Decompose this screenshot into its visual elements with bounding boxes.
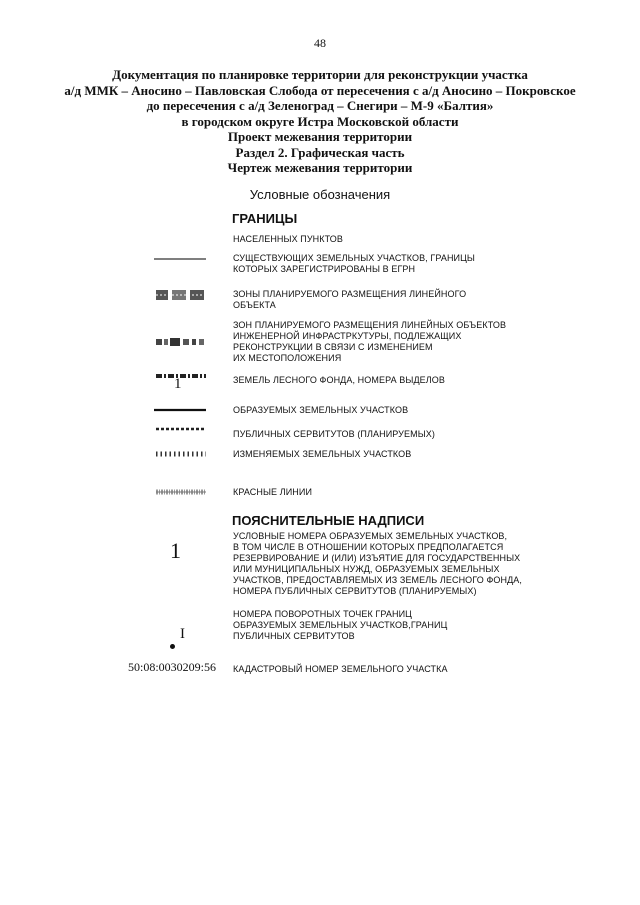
linear-object-zone-symbol [150,290,210,300]
legend-item-infrastructure-zones: ЗОН ПЛАНИРУЕМОГО РАЗМЕЩЕНИЯ ЛИНЕЙНЫХ ОБЪЕКТОВ ИНЖЕНЕРНОЙ ИНФРАСТРКУТУРЫ, ПОДЛЕЖАЩИХ РЕКОНСТРУКЦИИ В СВЯЗИ С ИЗМЕНЕНИЕМ ИХ МЕСТОПОЛОЖЕНИЯ [233,320,507,363]
legend-item-changed-parcels: ИЗМЕНЯЕМЫХ ЗЕМЕЛЬНЫХ УЧАСТКОВ [233,449,412,459]
red-line-symbol [150,488,210,496]
title-line: в городском округе Истра Московской области [181,113,459,129]
forest-plot-number-sample: 1 [174,376,182,392]
parcel-number-sample: 1 [170,538,181,563]
formed-parcel-border-symbol [150,407,210,413]
notes-section-title: ПОЯСНИТЕЛЬНЫЕ НАДПИСИ [232,513,425,528]
cadastral-number-sample: 50:08:0030209:56 [128,660,217,674]
borders-section-title: ГРАНИЦЫ [232,211,298,226]
title-line: а/д ММК – Аносино – Павловская Слобода от пересечения с а/д Аносино – Покровское [64,82,576,98]
title-line: Раздел 2. Графическая часть [235,144,405,160]
legend-heading: Условные обозначения [249,187,391,202]
title-line: Документация по планировке территории для реконструкции участка [112,67,528,82]
infrastructure-zone-symbol [150,338,210,346]
changed-parcel-border-symbol [150,450,210,458]
legend-item-existing-parcels: СУЩЕСТВУЮЩИХ ЗЕМЕЛЬНЫХ УЧАСТКОВ, ГРАНИЦЫ КОТОРЫХ ЗАРЕГИСТРИРОВАНЫ В ЕГРН [233,253,475,274]
title-line: Проект межевания территории [227,129,413,144]
note-parcel-numbers: УСЛОВНЫЕ НОМЕРА ОБРАЗУЕМЫХ ЗЕМЕЛЬНЫХ УЧАСТКОВ, В ТОМ ЧИСЛЕ В ОТНОШЕНИИ КОТОРЫХ ПРЕДПОЛАГАЕТСЯ РЕЗЕРВИРОВАНИЕ И (ИЛИ) ИЗЪЯТИЕ ДЛЯ ГОСУДАРСТВЕННЫХ ИЛИ МУНИЦИПАЛЬНЫХ НУЖД, ОБРАЗУЕМЫХ ЗЕМЕЛЬНЫХ УЧАСТКОВ, ПРЕДОСТАВЛЯЕМЫХ ИЗ ЗЕМЕЛЬ ЛЕСНОГО ФОНДА, НОМЕРА ПУБЛИЧНЫХ СЕРВИТУТОВ (ПЛАНИРУЕМЫХ) [233,531,522,596]
note-turning-points: НОМЕРА ПОВОРОТНЫХ ТОЧЕК ГРАНИЦ ОБРАЗУЕМЫХ ЗЕМЕЛЬНЫХ УЧАСТКОВ,ГРАНИЦ ПУБЛИЧНЫХ СЕРВИТУТОВ [233,609,448,641]
legend-item-public-servitudes: ПУБЛИЧНЫХ СЕРВИТУТОВ (ПЛАНИРУЕМЫХ) [233,429,435,439]
legend-item-settlements: НАСЕЛЕННЫХ ПУНКТОВ [233,234,344,244]
legend-item-formed-parcels: ОБРАЗУЕМЫХ ЗЕМЕЛЬНЫХ УЧАСТКОВ [233,405,409,415]
existing-parcel-border-symbol [150,256,210,262]
legend-item-red-lines: КРАСНЫЕ ЛИНИИ [233,487,313,497]
turning-point-dot-icon [170,644,175,649]
public-servitude-border-symbol [150,426,210,432]
title-line: до пересечения с а/д Зеленоград – Снегири – М-9 «Балтия» [146,98,494,113]
document-title [60,67,580,176]
title-line: Чертеж межевания территории [227,160,413,175]
page-number: 48 [314,36,326,50]
turning-point-number-sample: I [180,626,185,642]
legend-item-linear-object-zone: ЗОНЫ ПЛАНИРУЕМОГО РАЗМЕЩЕНИЯ ЛИНЕЙНОГО ОБЪЕКТА [233,289,467,310]
note-cadastral-number: КАДАСТРОВЫЙ НОМЕР ЗЕМЕЛЬНОГО УЧАСТКА [233,664,448,674]
legend-item-forest-fund: ЗЕМЕЛЬ ЛЕСНОГО ФОНДА, НОМЕРА ВЫДЕЛОВ [233,375,445,385]
